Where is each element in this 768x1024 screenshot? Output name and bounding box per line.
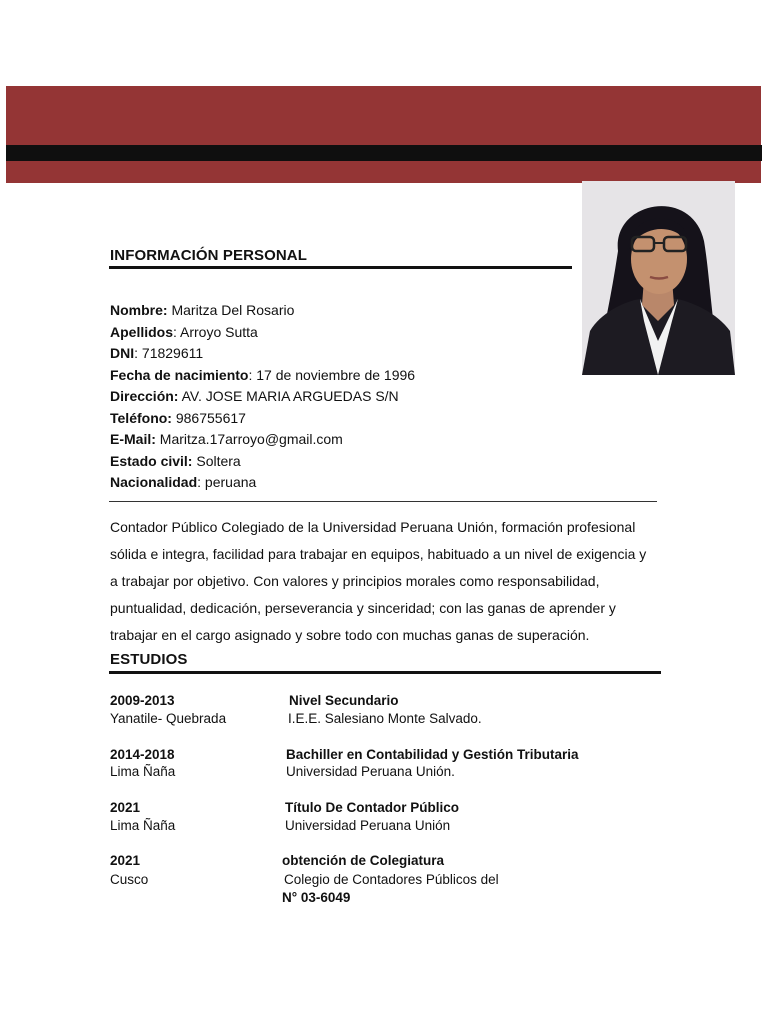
study-institution: Colegio de Contadores Públicos del xyxy=(284,872,499,887)
field-label: Fecha de nacimiento xyxy=(110,366,249,383)
study-place: Cusco xyxy=(110,872,149,887)
field-label: DNI xyxy=(110,345,135,361)
personal-info-heading: INFORMACIÓN PERSONAL xyxy=(110,247,307,264)
field-fecha-nacimiento xyxy=(110,365,415,387)
field-direccion xyxy=(110,386,415,408)
summary-line: sólida e integra, facilidad para trabajar en equipos, habituado a un nivel de exigencia y xyxy=(110,546,647,562)
study-title: obtención de Colegiatura xyxy=(282,853,445,868)
field-value: Maritza.17arroyo@gmail.com xyxy=(155,431,343,447)
field-email xyxy=(110,429,415,451)
field-label: Apellidos xyxy=(110,323,174,340)
field-value: 986755617 xyxy=(171,409,246,426)
summary-line: a trabajar por objetivo. Con valores y principios morales como responsabilidad, xyxy=(110,573,600,589)
field-apellidos xyxy=(110,322,415,344)
study-institution: I.E.E. Salesiano Monte Salvado. xyxy=(288,711,482,726)
field-label: Teléfono: xyxy=(110,409,172,426)
profile-photo xyxy=(582,181,735,375)
study-years: 2021 xyxy=(110,853,141,868)
field-telefono xyxy=(110,408,415,430)
field-nacionalidad xyxy=(110,472,415,494)
field-value: Soltera xyxy=(192,452,241,469)
field-value: : Arroyo Sutta xyxy=(173,323,258,340)
study-institution: Universidad Peruana Unión xyxy=(285,818,451,833)
summary-line: puntualidad, dedicación, perseverancia y sinceridad; con las ganas de aprender y xyxy=(110,600,616,616)
study-years: 2009-2013 xyxy=(110,693,175,708)
field-value: Maritza Del Rosario xyxy=(167,302,295,318)
field-label: Nombre: xyxy=(110,302,168,318)
field-value: : 17 de noviembre de 1996 xyxy=(248,366,416,383)
field-label: E-Mail: xyxy=(110,431,156,447)
personal-info-list xyxy=(110,300,415,494)
profile-summary xyxy=(110,514,666,649)
summary-line: Contador Público Colegiado de la Universidad Peruana Unión, formación profesional xyxy=(110,519,636,535)
study-place: Lima Ñaña xyxy=(110,764,176,779)
field-value: : 71829611 xyxy=(134,345,204,361)
field-value: : peruana xyxy=(197,474,257,490)
field-dni xyxy=(110,343,415,365)
study-title: Título De Contador Público xyxy=(285,800,459,815)
study-title: Nivel Secundario xyxy=(289,693,399,708)
study-place: Lima Ñaña xyxy=(110,818,176,833)
header-banner xyxy=(6,86,761,183)
summary-line: trabajar en el cargo asignado y sobre todo con muchas ganas de superación. xyxy=(110,627,590,643)
studies-rule xyxy=(109,671,661,674)
field-label: Estado civil: xyxy=(110,452,193,469)
study-years: 2021 xyxy=(110,800,141,815)
study-years: 2014-2018 xyxy=(110,747,175,762)
study-registration-number: N° 03-6049 xyxy=(282,890,351,905)
studies-heading: ESTUDIOS xyxy=(110,651,188,668)
header-black-stripe xyxy=(6,145,762,161)
field-estado-civil xyxy=(110,451,415,473)
field-nombre xyxy=(110,300,415,322)
study-title: Bachiller en Contabilidad y Gestión Tributaria xyxy=(286,747,579,762)
field-value: AV. JOSE MARIA ARGUEDAS S/N xyxy=(178,388,399,404)
personal-info-rule xyxy=(109,266,572,269)
study-place: Yanatile- Quebrada xyxy=(110,711,227,726)
study-institution: Universidad Peruana Unión. xyxy=(286,764,455,779)
field-label: Dirección: xyxy=(110,388,179,404)
field-label: Nacionalidad xyxy=(110,474,198,490)
separator-line xyxy=(109,500,657,502)
